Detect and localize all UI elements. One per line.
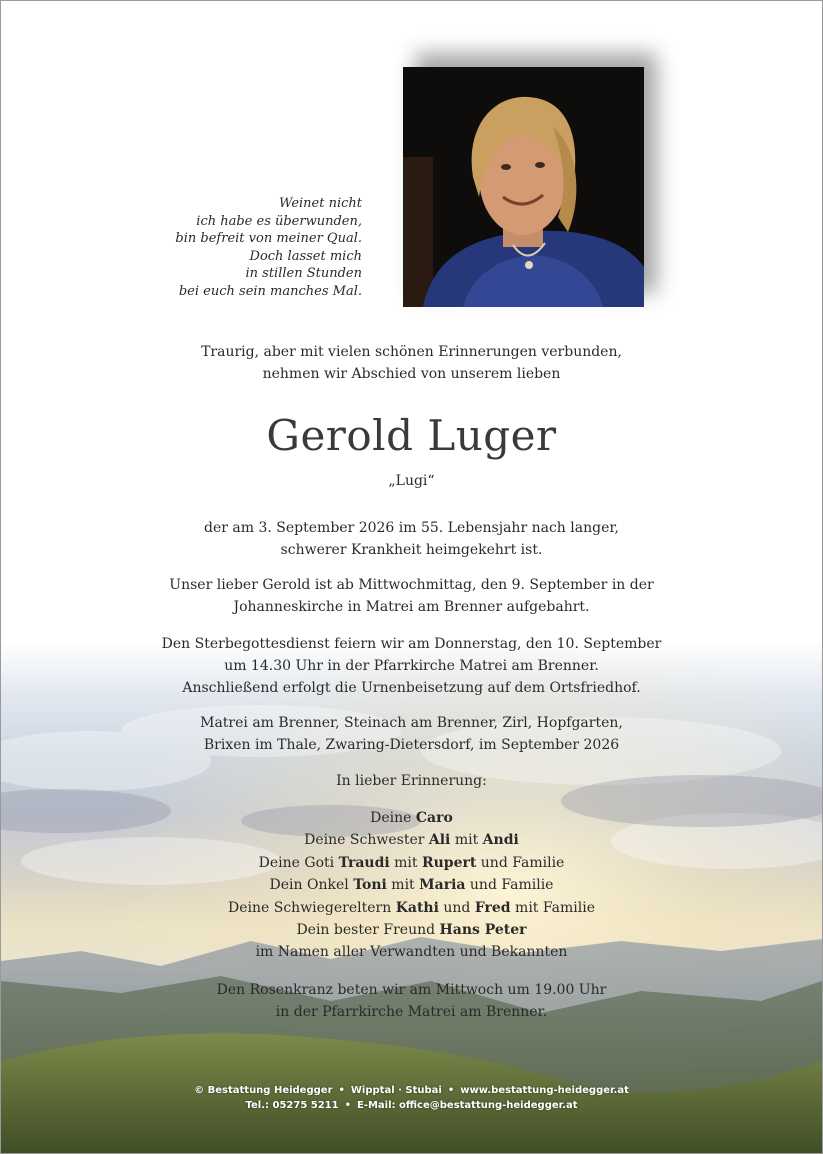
viewing-notice [1, 574, 822, 618]
nickname: „Lugi“ [388, 473, 435, 489]
poem-line: in stillen Stunden [245, 266, 362, 281]
bullet-separator: • [447, 1085, 455, 1096]
poem-line: bin befreit von meiner Qual. [175, 231, 362, 246]
footer-line-1 [1, 1083, 822, 1098]
deceased-name: Gerold Luger [266, 411, 557, 460]
mourner-line: Deine Schwiegereltern Kathi und Fred mit Familie [228, 899, 595, 916]
poem-line: Weinet nicht [279, 196, 362, 211]
portrait-illustration [403, 67, 644, 307]
company-name: © Bestattung Heidegger [194, 1085, 333, 1096]
poem-line: ich habe es überwunden, [196, 213, 362, 229]
rosary-notice [1, 979, 822, 1023]
text-line: Den Rosenkranz beten wir am Mittwoch um 19.00 Uhr [216, 982, 607, 998]
website-link[interactable]: www.bestattung-heidegger.at [460, 1085, 629, 1096]
intro-text [1, 341, 822, 385]
text-line: der am 3. September 2026 im 55. Lebensjahr nach langer, [204, 520, 619, 536]
text-line: Den Sterbegottesdienst feiern wir am Donnerstag, den 10. September [161, 636, 662, 652]
footer-line-2 [1, 1098, 822, 1113]
email-link[interactable]: E-Mail: office@bestattung-heidegger.at [357, 1100, 578, 1111]
text-line: Anschließend erfolgt die Urnenbeisetzung auf dem Ortsfriedhof. [182, 680, 641, 696]
bullet-separator: • [344, 1100, 351, 1111]
poem-line: Doch lasset mich [249, 248, 362, 264]
text-line: Johanneskirche in Matrei am Brenner aufgebahrt. [233, 599, 590, 615]
mourners-list [1, 807, 822, 964]
mourner-line: Dein Onkel Toni mit Maria und Familie [269, 877, 554, 894]
mourner-line: Deine Goti Traudi mit Rupert und Familie [258, 854, 565, 871]
phone-number: Tel.: 05275 5211 [245, 1100, 339, 1111]
footer [1, 1083, 822, 1113]
mourner-line: im Namen aller Verwandten und Bekannten [255, 944, 568, 961]
service-notice [1, 633, 822, 699]
poem-line: bei euch sein manches Mal. [178, 283, 362, 299]
mourner-line: Dein bester Freund Hans Peter [296, 922, 527, 939]
mourner-line: Deine Caro [370, 810, 453, 826]
places-and-date [1, 712, 822, 756]
intro-line: nehmen wir Abschied von unserem lieben [262, 366, 561, 382]
intro-line: Traurig, aber mit vielen schönen Erinnerungen verbunden, [201, 344, 622, 360]
mourner-line: Deine Schwester Ali mit Andi [304, 832, 519, 849]
bullet-separator: • [338, 1085, 345, 1096]
poem [175, 195, 362, 300]
text-line: um 14.30 Uhr in der Pfarrkirche Matrei am Brenner. [224, 658, 599, 674]
memory-heading: In lieber Erinnerung: [336, 773, 487, 789]
text-line: Brixen im Thale, Zwaring-Dietersdorf, im September 2026 [203, 737, 620, 753]
text-line: Matrei am Brenner, Steinach am Brenner, Zirl, Hopfgarten, [200, 715, 623, 731]
text-line: schwerer Krankheit heimgekehrt ist. [280, 542, 543, 558]
region: Wipptal · Stubai [350, 1085, 442, 1096]
death-notice [1, 517, 822, 561]
text-line: in der Pfarrkirche Matrei am Brenner. [275, 1004, 548, 1020]
text-line: Unser lieber Gerold ist ab Mittwochmittag, den 9. September in der [169, 577, 654, 593]
portrait-photo [403, 67, 644, 307]
